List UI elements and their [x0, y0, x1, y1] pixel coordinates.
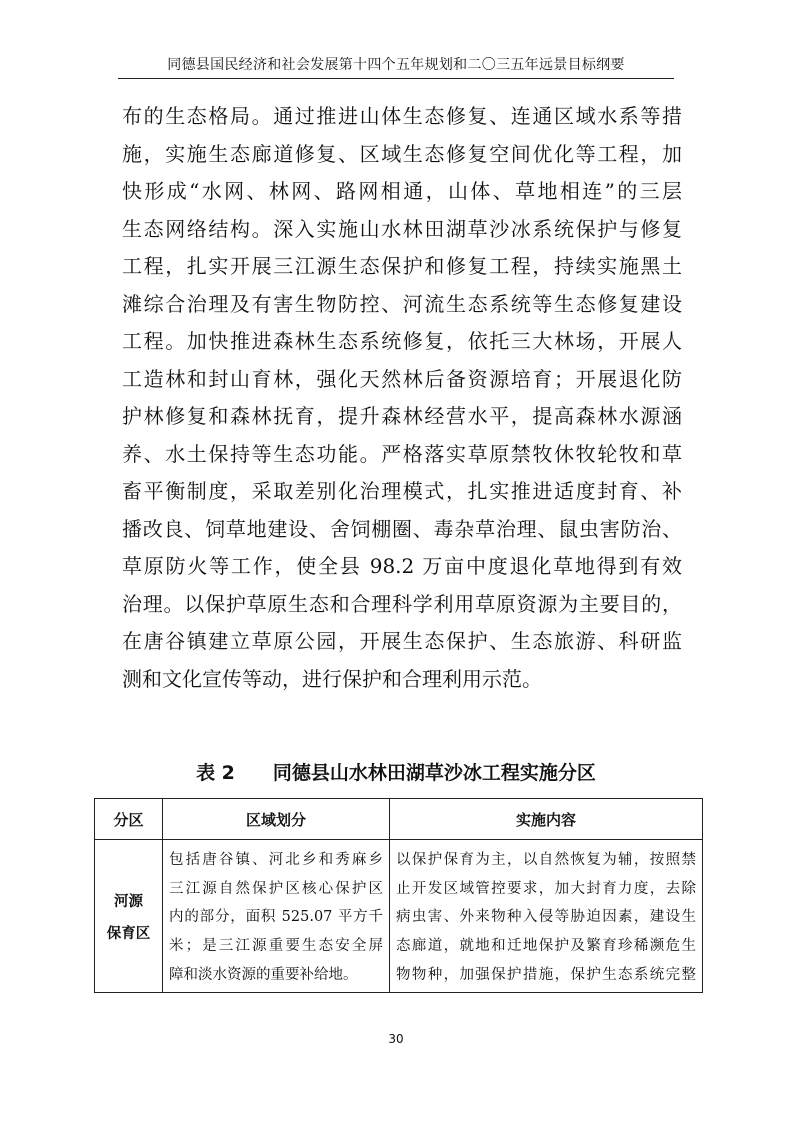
cell-line: 包括唐谷镇、河北乡和秀麻乡: [169, 852, 383, 868]
column-header-zone: 分区: [95, 799, 163, 840]
column-header-content: 实施内容: [390, 799, 703, 840]
body-line: 在唐谷镇建立草原公园，开展生态保护、生态旅游、科研监: [122, 629, 682, 653]
cell-line: 米；是三江源重要生态安全屏: [169, 938, 383, 955]
body-line: 快形成“水网、林网、路网相通，山体、草地相连”的三层: [122, 179, 682, 203]
table-row: [95, 840, 703, 993]
cell-line: 以保护保育为主，以自然恢复为辅，按照禁: [396, 852, 696, 868]
body-line: 工程，扎实开展三江源生态保护和修复工程，持续实施黑土: [122, 254, 682, 278]
table-header-row: [95, 799, 703, 840]
cell-line: 三江源自然保护区核心保护区: [169, 880, 383, 897]
cell-line: 病虫害、外来物种入侵等胁迫因素，建设生: [396, 909, 696, 926]
zone-name-line: 保育区: [106, 925, 151, 942]
header-divider: [118, 78, 674, 79]
column-header-division: 区域划分: [163, 799, 390, 840]
body-line: 治理。以保护草原生态和合理科学利用草原资源为主要目的，: [122, 591, 682, 616]
cell-line: 内的部分，面积 525.07 平方千: [169, 909, 383, 926]
running-header: 同德县国民经济和社会发展第十四个五年规划和二〇三五年远景目标纲要: [167, 57, 625, 73]
zone-name-line: 河源: [114, 893, 143, 910]
body-line: 养、水土保持等生态功能。严格落实草原禁牧休牧轮牧和草: [122, 441, 682, 466]
body-line: 工造林和封山育林，强化天然林后备资源培育；开展退化防: [122, 366, 682, 391]
zone-content-cell: [390, 840, 703, 993]
body-line: 布的生态格局。通过推进山体生态修复、连通区域水系等措: [122, 104, 682, 128]
cell-line: 态廊道，就地和迁地保护及繁育珍稀濒危生: [396, 938, 696, 955]
body-line: 草原防火等工作，使全县 98.2 万亩中度退化草地得到有效: [122, 554, 682, 578]
table-caption: [122, 758, 670, 788]
page-number: 30: [388, 1032, 404, 1046]
body-line: 测和文化宣传等动，进行保护和合理利用示范。: [122, 666, 542, 691]
body-paragraph: [122, 98, 682, 698]
zone-division-cell: [163, 840, 390, 993]
cell-line: 止开发区域管控要求，加大封育力度，去除: [396, 880, 696, 897]
body-line: 畜平衡制度，采取差别化治理模式，扎实推进适度封育、补: [122, 479, 682, 503]
body-line: 生态网络结构。深入实施山水林田湖草沙冰系统保护与修复: [122, 216, 682, 241]
cell-line: 障和淡水资源的重要补给地。: [169, 966, 358, 983]
body-line: 护林修复和森林抚育，提升森林经营水平，提高森林水源涵: [122, 404, 682, 428]
zone-name-cell: [95, 840, 163, 993]
zone-table: [94, 798, 703, 993]
body-line: 播改良、饲草地建设、舍饲棚圈、毒杂草治理、鼠虫害防治、: [122, 516, 682, 541]
cell-line: 物物种，加强保护措施，保护生态系统完整: [396, 966, 696, 983]
table-caption-number: 表 2: [196, 762, 235, 784]
body-line: 施，实施生态廊道修复、区域生态修复空间优化等工程，加: [122, 141, 682, 166]
body-line: 工程。加快推进森林生态系统修复，依托三大林场，开展人: [122, 329, 682, 353]
body-line: 滩综合治理及有害生物防控、河流生态系统等生态修复建设: [122, 291, 682, 316]
table-caption-title: 同德县山水林田湖草沙冰工程实施分区: [272, 762, 596, 784]
